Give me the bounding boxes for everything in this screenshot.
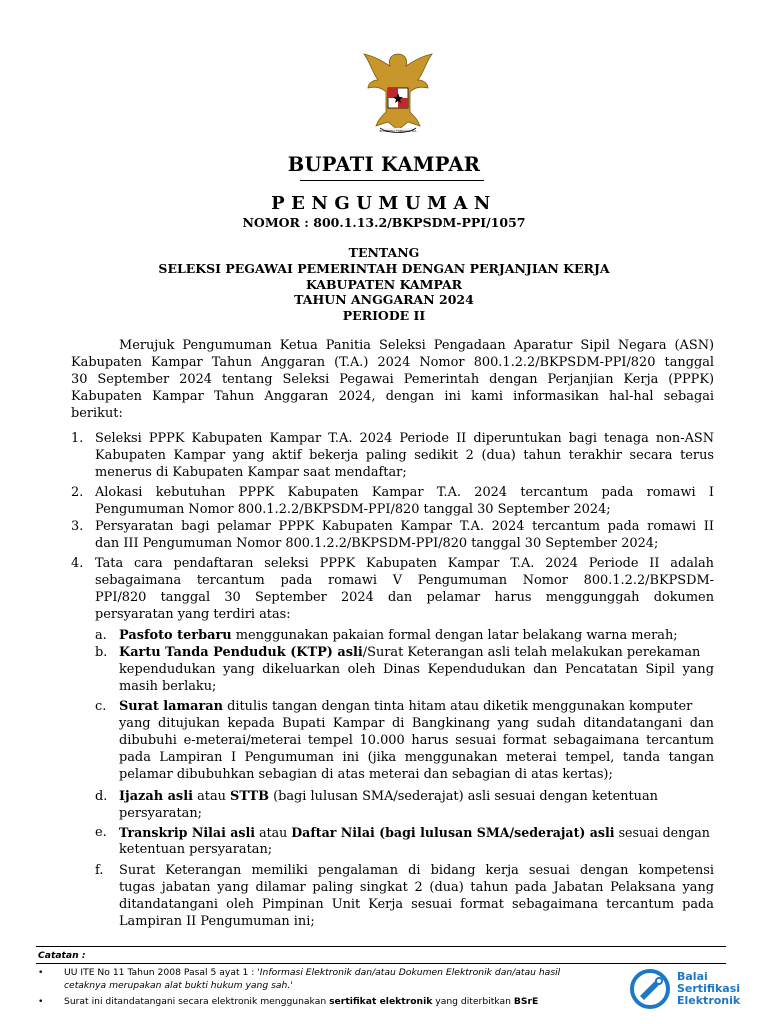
sub-letter: f. [95,863,104,878]
intro-line: Merujuk Pengumuman Ketua Panitia Seleksi Pengadaan Aparatur Sipil Negara (ASN) [119,338,714,353]
intro-line: 30 September 2024 tentang Seleksi Pegawai Pemerintah dengan Perjanjian Kerja (PPPK) [71,372,714,387]
about-line: SELEKSI PEGAWAI PEMERINTAH DENGAN PERJANJIAN KERJA [158,261,610,276]
item-line: dan III Pengumuman Nomor 800.1.2.2/BKPSDM-PPI/820 tanggal 30 September 2024; [95,536,659,551]
sub-line: dibubuhi e-meterai/meterai tempel 10.000 harus sesuai format sebagaimana tercantum [119,733,714,748]
sub-line: Lampiran II Pengumuman ini; [119,914,315,929]
item-line: Persyaratan bagi pelamar PPPK Kabupaten Kampar T.A. 2024 tercantum pada romawi II [95,519,714,534]
sub-letter: e. [95,825,107,840]
list-item-1 [71,430,714,481]
footer-divider [36,963,726,964]
item-line: Pengumuman Nomor 800.1.2.2/BKPSDM-PPI/820 tanggal 30 September 2024; [95,502,611,517]
sub-line: Surat Keterangan memiliki pengalaman di bidang kerja sesuai dengan kompetensi [119,863,714,878]
footer-note-2 [64,996,538,1007]
sub-item-c [71,698,714,783]
about-line: TAHUN ANGGARAN 2024 [294,292,474,307]
sub-item-d [71,788,714,822]
sub-line: persyaratan; [119,806,202,821]
about-line: KABUPATEN KAMPAR [305,277,463,292]
bsre-text-line: Elektronik [677,994,741,1007]
sub-text: atau [192,789,231,804]
footer-note-text: Surat ini ditandatangani secara elektronik menggunakan [64,996,330,1007]
sub-line: yang ditujukan kepada Bupati Kampar di Bangkinang yang sudah ditandatangani dan [119,716,714,731]
sub-letter: d. [95,789,108,804]
footer-note-text: UU ITE No 11 Tahun 2008 Pasal 5 ayat 1 : [64,967,258,978]
item-line: sebagaimana tercantum pada romawi V Pengumuman Nomor 800.1.2.2/BKPSDM- [95,573,714,588]
sub-item-a [71,627,714,644]
footer-divider [36,946,726,947]
sub-text: ditulis tangan dengan tinta hitam atau diketik menggunakan komputer [223,699,693,714]
issuer-underline [300,180,484,181]
sub-letter: c. [95,699,107,714]
footer-note-1 [64,967,560,978]
sub-bold: Transkrip Nilai asli [119,825,256,840]
sub-line: masih berlaku; [119,679,217,694]
sub-text: /Surat Keterangan asli telah melakukan perekaman [362,645,701,660]
item-line: PPI/820 tanggal 30 September 2024 dan pelamar harus menggunggah dokumen [95,590,714,605]
item-line: Tata cara pendaftaran seleksi PPPK Kabupaten Kampar T.A. 2024 Periode II adalah [95,556,714,571]
footer-bullet: • [38,967,44,978]
footer-note-text: yang diterbitkan [432,996,514,1007]
item-number: 2. [71,485,84,500]
item-number: 3. [71,519,84,534]
footer-catatan: Catatan : [38,950,86,961]
list-item-3 [71,518,714,552]
sub-text: (bagi lulusan SMA/sederajat) asli sesuai dengan ketentuan [268,789,658,804]
emblem-motto: BHINNEKA TUNGGAL IKA [379,129,417,133]
footer-note-bold: sertifikat elektronik [329,996,433,1007]
sub-line: tugas jabatan yang dilamar paling singkat 2 (dua) tahun pada Jabatan Pelaksana yang [119,880,714,895]
intro-line: berikut: [71,406,123,421]
sub-bold: Ijazah asli [119,789,193,804]
sub-item-f [71,862,714,930]
sub-line: kependudukan yang dikeluarkan oleh Dinas Kependudukan dan Pencatatan Sipil yang [119,662,714,677]
about-label: TENTANG [348,245,420,260]
bsre-text-line: Balai [677,970,708,983]
bsre-logo-icon [626,968,674,1010]
item-line: Kabupaten Kampar yang aktif bekerja paling sedikit 2 (dua) tahun terakhir secara terus [95,448,714,463]
sub-bold: Daftar Nilai (bagi lulusan SMA/sederajat) asli [291,825,615,840]
bsre-text-line: Sertifikasi [677,982,741,995]
sub-line: pelamar dibubuhkan sebagian di atas meterai dan sebagian di atas kertas); [119,767,613,782]
sub-bold: Kartu Tanda Penduduk (KTP) asli [119,645,363,660]
sub-line: ketentuan persyaratan; [119,842,273,857]
list-item-2 [71,484,714,518]
item-line: Alokasi kebutuhan PPPK Kabupaten Kampar T.A. 2024 tercantum pada romawi I [95,485,714,500]
list-item-4 [71,555,714,623]
sub-text: sesuai dengan [614,825,710,840]
sub-letter: b. [95,645,108,660]
sub-bold: Surat lamaran [119,699,224,714]
sub-letter: a. [95,628,107,643]
item-line: persyaratan yang terdiri atas: [95,607,291,622]
footer-note-1-cont: cetaknya merupakan alat bukti hukum yang sah.' [64,980,293,991]
garuda-emblem-icon [358,50,438,140]
sub-item-e [71,824,714,858]
issuer-title: BUPATI KAMPAR [287,153,481,176]
sub-text: menggunakan pakaian formal dengan latar belakang warna merah; [231,628,678,643]
document-number: NOMOR : 800.1.13.2/BKPSDM-PPI/1057 [242,215,526,230]
document-type: PENGUMUMAN [271,193,497,214]
sub-bold: STTB [230,789,269,804]
item-number: 4. [71,556,84,571]
item-number: 1. [71,431,84,446]
intro-line: Kabupaten Kampar Tahun Anggaran (T.A.) 2024 Nomor 800.1.2.2/BKPSDM-PPI/820 tanggal [71,355,714,370]
intro-line: Kabupaten Kampar Tahun Anggaran 2024, dengan ini kami informasikan hal-hal sebagai [71,389,714,404]
sub-line: pada Lampiran I Pengumuman ini (jika menggunakan meterai tempel, tanda tangan [119,750,714,765]
sub-item-b [71,644,714,695]
intro-paragraph [71,337,714,422]
sub-line: ditandatangani oleh Pimpinan Unit Kerja sesuai format sebagaimana tercantum pada [119,897,714,912]
footer-bullet: • [38,996,44,1007]
footer-note-quote: 'Informasi Elektronik dan/atau Dokumen Elektronik dan/atau hasil [257,967,561,978]
sub-text: atau [255,825,292,840]
item-line: Seleksi PPPK Kabupaten Kampar T.A. 2024 Periode II diperuntukan bagi tenaga non-ASN [95,431,714,446]
sub-bold: Pasfoto terbaru [119,628,232,643]
about-line: PERIODE II [342,308,426,323]
footer-note-bold: BSrE [513,996,539,1007]
item-line: menerus di Kabupaten Kampar saat mendaftar; [95,465,407,480]
